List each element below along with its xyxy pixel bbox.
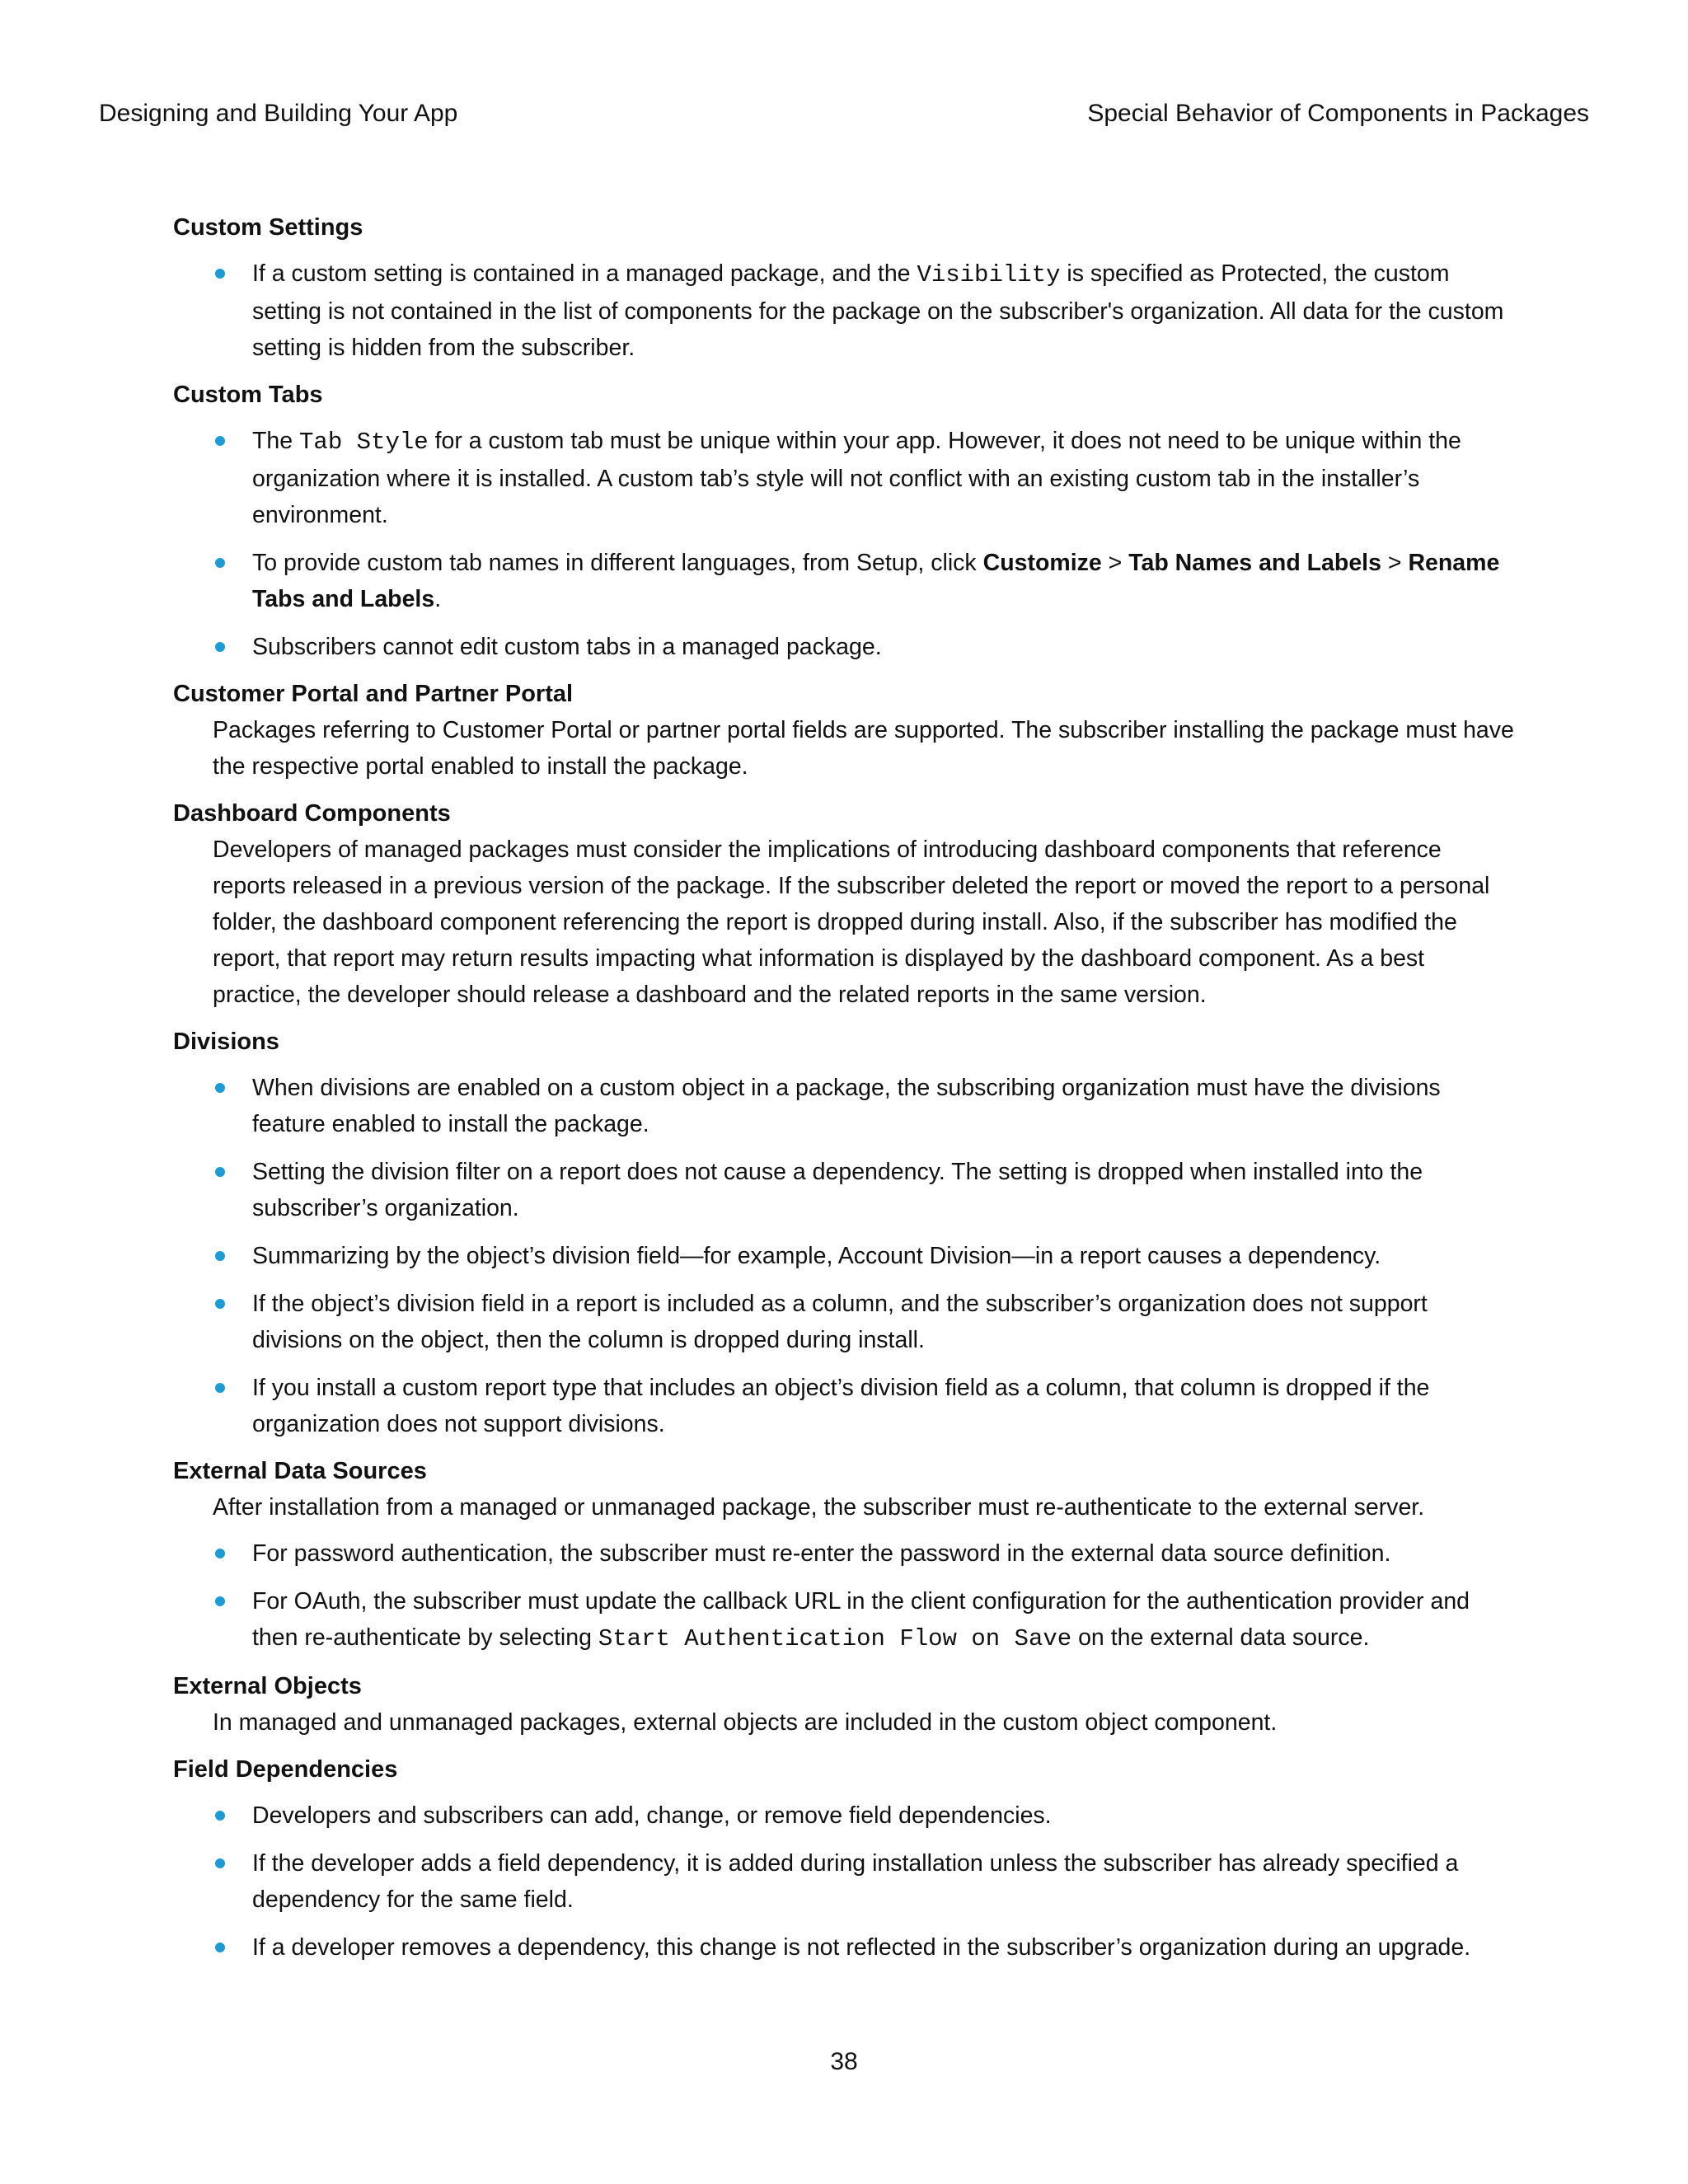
- path-separator: >: [1101, 550, 1129, 576]
- section-portal: [173, 676, 1517, 785]
- ui-path-tab-names: Tab Names and Labels: [1128, 550, 1381, 576]
- list-item: [173, 1286, 1517, 1358]
- list-item: [173, 1535, 1517, 1572]
- list-item: [173, 1154, 1517, 1226]
- bullet-icon: [215, 436, 225, 446]
- portal-description: Packages referring to Customer Portal or partner portal fields are supported. The subscriber installing the package must have the respective portal enabled to install the package.: [213, 717, 1514, 780]
- external-data-list: [173, 1535, 1517, 1657]
- term-divisions: Divisions: [173, 1029, 279, 1055]
- code-start-auth-flow: Start Authentication Flow on Save: [598, 1625, 1072, 1652]
- item-text: Developers and subscribers can add, change, or remove field dependencies.: [252, 1802, 1052, 1829]
- item-text: If a custom setting is contained in a managed package, and the: [252, 260, 917, 287]
- divisions-list: [173, 1070, 1517, 1442]
- bullet-icon: [215, 1299, 225, 1309]
- list-item: [173, 1583, 1517, 1657]
- list-item: [173, 423, 1517, 533]
- list-item: [173, 1797, 1517, 1834]
- ui-path-customize: Customize: [982, 550, 1102, 576]
- item-text: For password authentication, the subscriber must re-enter the password in the external data source definition.: [252, 1540, 1391, 1567]
- page-header: [99, 97, 1589, 130]
- term-custom-tabs: Custom Tabs: [173, 382, 323, 408]
- path-separator: >: [1381, 550, 1409, 576]
- term-dashboard: Dashboard Components: [173, 800, 451, 827]
- header-section-title: Special Behavior of Components in Packages: [1087, 100, 1589, 127]
- section-external-data-sources: [173, 1453, 1517, 1657]
- external-data-description: After installation from a managed or unmanaged package, the subscriber must re-authenticate to the external server.: [213, 1494, 1425, 1521]
- item-text: For OAuth, the subscriber must update the callback URL in the client configuration for the authentication provider and then re-authenticate by selecting: [252, 1588, 1470, 1651]
- term-external-data-sources: External Data Sources: [173, 1458, 427, 1484]
- bullet-icon: [215, 1167, 225, 1177]
- item-text: When divisions are enabled on a custom object in a package, the subscribing organization must have the divisions feature enabled to install the package.: [252, 1075, 1441, 1137]
- item-text: If the developer adds a field dependency, it is added during installation unless the subscriber has already specified a dependency for the same field.: [252, 1850, 1459, 1913]
- custom-settings-list: [173, 255, 1517, 366]
- bullet-icon: [215, 1251, 225, 1261]
- item-text: Subscribers cannot edit custom tabs in a managed package.: [252, 634, 882, 660]
- list-item: [173, 1070, 1517, 1142]
- document-body: [173, 209, 1517, 1976]
- item-text: on the external data source.: [1071, 1624, 1370, 1651]
- term-external-objects: External Objects: [173, 1673, 362, 1699]
- item-text: If the object’s division field in a report is included as a column, and the subscriber’s organization does not support divisions on the object, then the column is dropped during install.: [252, 1291, 1428, 1353]
- section-custom-tabs: [173, 377, 1517, 665]
- bullet-icon: [215, 1083, 225, 1093]
- item-text: for a custom tab must be unique within your app. However, it does not need to be unique within the organization where it is installed. A custom tab’s style will not conflict with an existing custom tab in the installer’s environment.: [252, 428, 1461, 528]
- section-external-objects: [173, 1668, 1517, 1741]
- list-item: [173, 1929, 1517, 1966]
- bullet-icon: [215, 1811, 225, 1821]
- term-portal: Customer Portal and Partner Portal: [173, 681, 574, 707]
- item-text: The: [252, 428, 300, 454]
- bullet-icon: [215, 1383, 225, 1393]
- section-custom-settings: [173, 209, 1517, 366]
- bullet-icon: [215, 558, 225, 568]
- bullet-icon: [215, 1858, 225, 1868]
- bullet-icon: [215, 1549, 225, 1558]
- section-field-dependencies: [173, 1751, 1517, 1966]
- code-visibility: Visibility: [917, 261, 1061, 288]
- dashboard-description: Developers of managed packages must consider the implications of introducing dashboard components that reference reports released in a previous version of the package. If the subscriber deleted the report or moved the report to a personal folder, the dashboard component referencing the report is dropped during install. Also, if the subscriber has modified the report, that report may return results impacting what information is displayed by the dashboard component. As a best practice, the developer should release a dashboard and the related reports in the same version.: [213, 837, 1490, 1008]
- list-item: [173, 1370, 1517, 1442]
- bullet-icon: [215, 642, 225, 652]
- field-dependencies-list: [173, 1797, 1517, 1966]
- external-objects-description: In managed and unmanaged packages, external objects are included in the custom object component.: [213, 1709, 1278, 1736]
- list-item: [173, 629, 1517, 665]
- list-item: [173, 1845, 1517, 1918]
- list-item: [173, 545, 1517, 617]
- item-text: If a developer removes a dependency, this change is not reflected in the subscriber’s organization during an upgrade.: [252, 1934, 1471, 1961]
- item-text: To provide custom tab names in different languages, from Setup, click: [252, 550, 983, 576]
- item-text: Summarizing by the object’s division field—for example, Account Division—in a report causes a dependency.: [252, 1243, 1381, 1269]
- term-field-dependencies: Field Dependencies: [173, 1756, 398, 1783]
- header-chapter-title: Designing and Building Your App: [99, 100, 458, 127]
- section-dashboard: [173, 795, 1517, 1013]
- bullet-icon: [215, 1596, 225, 1606]
- code-tab-style: Tab Style: [299, 429, 429, 456]
- list-item: [173, 1238, 1517, 1274]
- custom-tabs-list: [173, 423, 1517, 665]
- item-text: is specified as Protected, the custom setting is not contained in the list of components for the package on the subscriber's organization. All data for the custom setting is hidden from the subscriber.: [252, 260, 1504, 361]
- item-text: .: [434, 586, 442, 612]
- page-number: 38: [830, 2048, 858, 2075]
- bullet-icon: [215, 1943, 225, 1952]
- ui-path-rename-tabs: Rename Tabs and Labels: [252, 550, 1500, 612]
- term-custom-settings: Custom Settings: [173, 214, 363, 241]
- list-item: [173, 255, 1517, 366]
- section-divisions: [173, 1024, 1517, 1442]
- item-text: Setting the division filter on a report does not cause a dependency. The setting is dropped when installed into the subscriber’s organization.: [252, 1159, 1423, 1221]
- bullet-icon: [215, 269, 225, 279]
- item-text: If you install a custom report type that includes an object’s division field as a column, that column is dropped if the organization does not support divisions.: [252, 1375, 1430, 1437]
